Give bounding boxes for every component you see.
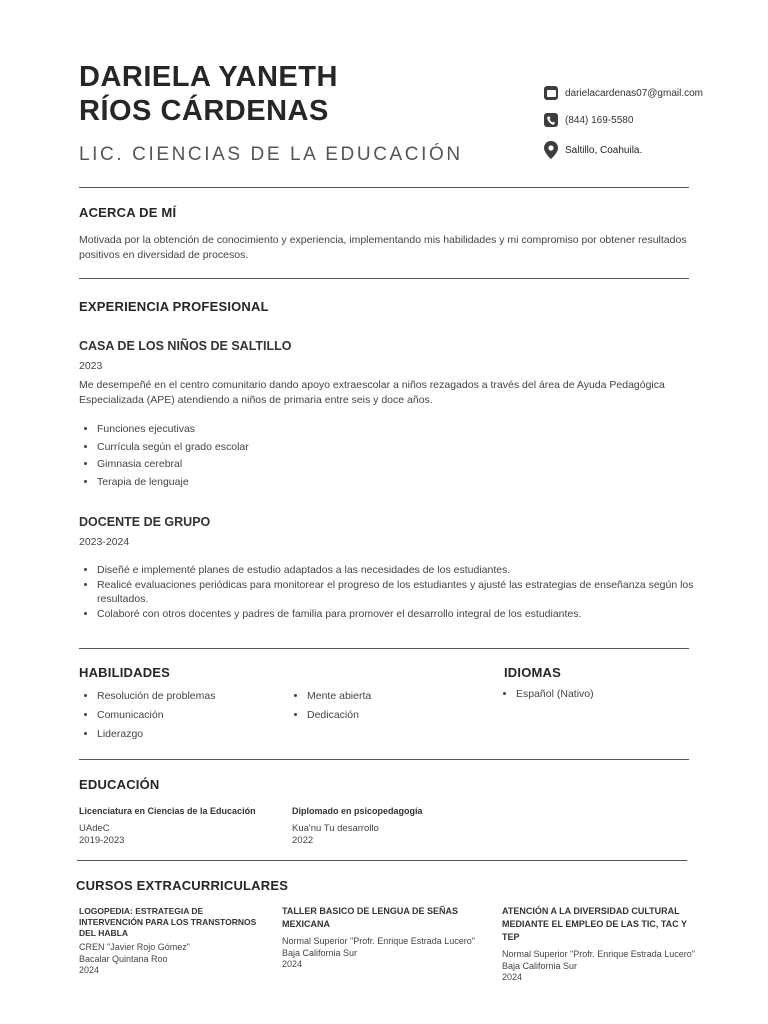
- job-title: CASA DE LOS NIÑOS DE SALTILLO: [79, 339, 292, 353]
- education-years: 2019-2023: [79, 835, 125, 846]
- education-years: 2022: [292, 835, 314, 846]
- location-text: Saltillo, Coahuila.: [565, 144, 643, 156]
- education-item: [292, 805, 423, 847]
- email-icon: [544, 86, 558, 100]
- phone-icon: [544, 113, 558, 127]
- course-institution: Normal Superior "Profr. Enrique Estrada Lucero": [502, 949, 695, 959]
- job-bullets: [79, 563, 697, 621]
- about-text: Motivada por la obtención de conocimiento y experiencia, implementando mis habilidades y mi compromiso por obtener resultados positivos en diversidad de procesos.: [79, 234, 687, 261]
- contact-phone: [544, 112, 633, 128]
- course-location: Baja California Sur: [282, 947, 358, 958]
- name-line-1: DARIELA YANETH: [79, 61, 338, 93]
- list-item: • Dedicación: [307, 706, 371, 725]
- list-item: • Español (Nativo): [516, 687, 594, 701]
- job-bullets: [79, 421, 249, 491]
- list-item: • Gimnasia cerebral: [97, 456, 249, 474]
- experience-title: EXPERIENCIA PROFESIONAL: [79, 299, 269, 314]
- location-pin-icon: [544, 141, 558, 159]
- degree-name: Licenciatura en Ciencias de la Educación: [79, 806, 256, 816]
- list-item: • Diseñé e implementé planes de estudio adaptados a las necesidades de los estudiantes.: [97, 563, 697, 578]
- about-title: ACERCA DE MÍ: [79, 205, 177, 220]
- course-location: Baja California Sur: [502, 960, 578, 971]
- divider: [79, 759, 689, 760]
- full-name: [79, 60, 338, 128]
- languages-list: [498, 687, 594, 701]
- course-year: 2024: [282, 959, 303, 969]
- course-title: LOGOPEDIA: ESTRATEGIA DE INTERVENCIÓN PARA LOS TRANSTORNOS DEL HABLA: [79, 906, 257, 938]
- contact-location: [544, 140, 642, 160]
- skills-list: [79, 687, 215, 744]
- course-title: TALLER BASICO DE LENGUA DE SEÑAS MEXICANA: [282, 906, 459, 929]
- skills-list: [289, 687, 371, 725]
- course-item: [79, 906, 269, 977]
- course-institution: Normal Superior "Profr. Enrique Estrada Lucero": [282, 936, 475, 946]
- list-item: • Liderazgo: [97, 725, 215, 744]
- divider: [79, 187, 689, 188]
- contact-email: [544, 85, 703, 101]
- list-item: • Realicé evaluaciones periódicas para monitorear el progreso de los estudiantes y ajusté las estrategias de enseñanza según los resultados.: [97, 578, 697, 607]
- list-item: • Colaboré con otros docentes y padres de familia para promover el desarrollo integral de los estudiantes.: [97, 607, 697, 622]
- degree-name: Diplomado en psicopedagogía: [292, 806, 423, 816]
- school-name: Kua'nu Tu desarrollo: [292, 823, 379, 834]
- divider: [77, 860, 687, 861]
- languages-title: IDIOMAS: [504, 665, 562, 680]
- divider: [79, 278, 689, 279]
- divider: [79, 648, 689, 649]
- list-item: • Currícula según el grado escolar: [97, 439, 249, 457]
- phone-text: (844) 169-5580: [565, 114, 634, 126]
- education-item: [79, 805, 256, 847]
- list-item: • Comunicación: [97, 706, 215, 725]
- course-location: Bacalar Quintana Roo: [79, 953, 168, 964]
- course-item: [502, 905, 702, 984]
- course-item: [282, 905, 482, 971]
- list-item: • Terapia de lenguaje: [97, 474, 249, 492]
- list-item: • Resolución de problemas: [97, 687, 215, 706]
- profession-subtitle: LIC. CIENCIAS DE LA EDUCACIÓN: [79, 144, 463, 165]
- list-item: • Funciones ejecutivas: [97, 421, 249, 439]
- job-description: Me desempeñé en el centro comunitario dando apoyo extraescolar a niños rezagados a través del área de Ayuda Pedagógica Especializada (APE) atendiendo a niños de primaria entre seis y doce años.: [79, 379, 665, 406]
- course-year: 2024: [79, 965, 100, 975]
- name-line-2: RÍOS CÁRDENAS: [79, 95, 329, 127]
- job-title: DOCENTE DE GRUPO: [79, 515, 211, 529]
- skills-title: HABILIDADES: [79, 665, 171, 680]
- list-item: • Mente abierta: [307, 687, 371, 706]
- courses-title: CURSOS EXTRACURRICULARES: [76, 878, 289, 893]
- job-year: 2023: [79, 360, 103, 372]
- school-name: UAdeC: [79, 823, 110, 834]
- course-institution: CREN "Javier Rojo Gómez": [79, 942, 190, 952]
- job-year: 2023-2024: [79, 536, 130, 548]
- email-text[interactable]: darielacardenas07@gmail.com: [565, 87, 703, 99]
- education-title: EDUCACIÓN: [79, 777, 160, 792]
- course-title: ATENCIÓN A LA DIVERSIDAD CULTURAL MEDIANTE EL EMPLEO DE LAS TIC, TAC Y TEP: [502, 906, 687, 942]
- course-year: 2024: [502, 972, 523, 982]
